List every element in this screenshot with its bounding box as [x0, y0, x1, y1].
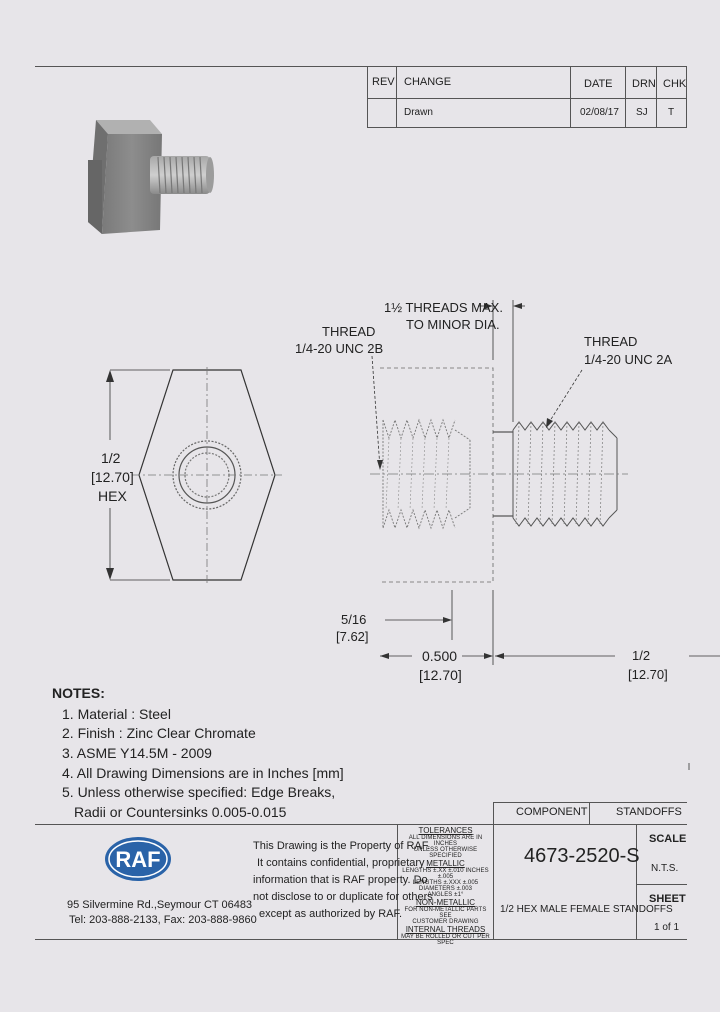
hex-dim-mm: [12.70] — [91, 469, 134, 485]
change-value: Drawn — [404, 107, 433, 118]
internal-threads-title: INTERNAL THREADS — [405, 925, 486, 934]
female-thread-label: THREAD — [322, 324, 376, 339]
depth-dim-fraction: 5/16 — [341, 612, 367, 627]
component-value: STANDOFFS — [616, 806, 682, 818]
male-thread-label: THREAD — [584, 334, 638, 349]
note-item: 4. All Drawing Dimensions are in Inches [mm] — [62, 765, 344, 781]
part-description: 1/2 HEX MALE FEMALE STANDOFFS — [500, 904, 673, 915]
property-line: It contains confidential, proprietary — [257, 857, 425, 869]
scale-label: SCALE — [649, 833, 687, 845]
note-item: 2. Finish : Zinc Clear Chromate — [62, 725, 256, 741]
tolerance-note: FOR NON-METALLIC PARTS SEE — [404, 907, 487, 919]
phone-fax-line: Tel: 203-888-2133, Fax: 203-888-9860 — [69, 914, 257, 926]
scale-value: N.T.S. — [651, 863, 679, 874]
date-header: DATE — [584, 78, 613, 90]
sheet-value: 1 of 1 — [654, 922, 680, 933]
tolerance-note: DIAMETERS ±.003 — [418, 886, 473, 892]
property-line: information that is RAF property. Do — [253, 874, 428, 886]
part-number: 4673-2520-S — [524, 845, 640, 867]
threads-max-label: 1½ THREADS MAX. — [384, 300, 503, 315]
property-line: not disclose to or duplicate for others — [253, 891, 433, 903]
property-line: except as authorized by RAF. — [259, 908, 403, 920]
depth-dim-mm: [7.62] — [336, 629, 369, 644]
tolerance-note: ANGLES ±1° — [427, 892, 464, 898]
part-3d-render — [88, 120, 214, 234]
female-thread-spec: 1/4-20 UNC 2B — [295, 341, 384, 356]
stud-dim-fraction: 1/2 — [632, 648, 651, 663]
stud-dim-mm: [12.70] — [628, 667, 668, 682]
tolerance-note: MAY BE ROLLED OR CUT PER SPEC — [401, 934, 490, 946]
note-item: 3. ASME Y14.5M - 2009 — [62, 745, 212, 761]
date-value: 02/08/17 — [580, 107, 619, 118]
drn-value: SJ — [636, 107, 648, 118]
address-line: 95 Silvermine Rd.,Seymour CT 06483 — [67, 899, 253, 911]
tolerances-block — [398, 826, 493, 946]
tolerance-note: ALL DIMENSIONS ARE IN INCHES — [408, 835, 483, 847]
notes-title: NOTES: — [52, 685, 105, 701]
hex-dim-fraction: 1/2 — [101, 450, 121, 466]
body-dim-mm: [12.70] — [419, 667, 462, 683]
metallic-title: METALLIC — [426, 859, 465, 868]
svg-text:RAF: RAF — [115, 847, 161, 872]
drn-header: DRN — [632, 78, 656, 90]
tolerance-note: LENGTHS ±.XXX ±.005 — [412, 880, 479, 886]
tolerance-note: UNLESS OTHERWISE SPECIFIED — [413, 847, 478, 859]
chk-value: T — [668, 107, 675, 118]
tolerance-note: CUSTOMER DRAWING — [412, 919, 479, 925]
property-line: This Drawing is the Property of RAF. — [253, 840, 431, 852]
note-item: Radii or Countersinks 0.005-0.015 — [74, 804, 287, 820]
component-label: COMPONENT — [516, 806, 588, 818]
male-thread-spec: 1/4-20 UNC 2A — [584, 352, 673, 367]
rev-header: REV — [372, 76, 395, 88]
body-dim-inch: 0.500 — [422, 648, 458, 664]
tolerance-note: LENGTHS ±.XX ±.010 INCHES ±.005 — [402, 868, 489, 880]
note-item: 1. Material : Steel — [62, 706, 171, 722]
threads-minor-label: TO MINOR DIA. — [406, 317, 500, 332]
hex-dim-label: HEX — [98, 488, 127, 504]
raf-logo — [103, 835, 173, 883]
tolerances-title: TOLERANCES — [418, 826, 473, 835]
side-view — [370, 300, 720, 770]
sheet-label: SHEET — [649, 893, 686, 905]
nonmetallic-title: NON-METALLIC — [416, 898, 475, 907]
chk-header: CHK — [663, 78, 687, 90]
change-header: CHANGE — [404, 76, 452, 88]
note-item: 5. Unless otherwise specified: Edge Breaks, — [62, 784, 336, 800]
